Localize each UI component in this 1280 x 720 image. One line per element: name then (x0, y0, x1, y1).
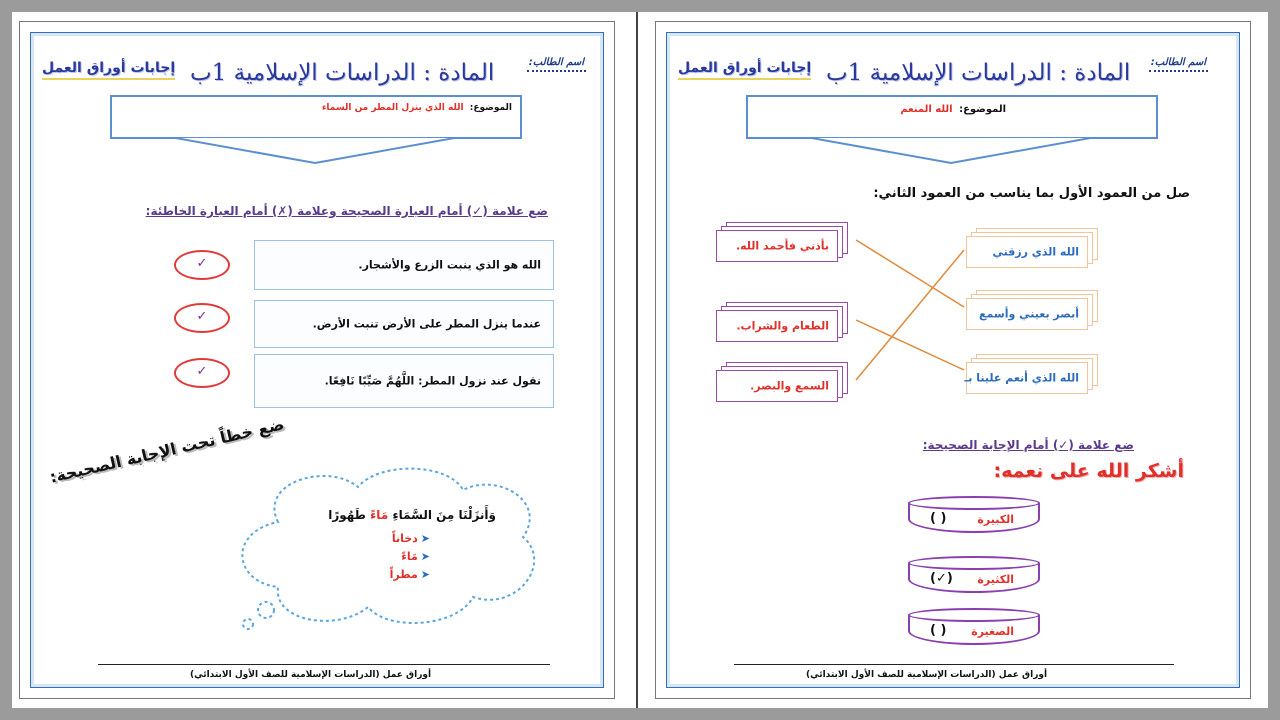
verse-highlight: مَاءً (370, 508, 389, 522)
true-false-instruction: ضع علامة (✓) أمام العبارة الصحيحة وعلامة (✗) أمام العبارة الخاطئة: (145, 204, 548, 218)
choice-1-mark: ( ) (930, 511, 947, 526)
verse-end: طَهُورًا (328, 508, 366, 522)
statement-box-2 (254, 300, 554, 348)
match-card-b-3[interactable] (716, 362, 848, 400)
answers-badge: إجابات أوراق العمل (42, 60, 175, 80)
arrow-icon: ➤ (420, 568, 430, 581)
match-instruction: صل من العمود الأول بما يناسب من العمود الثاني: (873, 186, 1190, 201)
choice-3-label: الصغيرة (971, 625, 1014, 638)
match-a-1-label: الله الذي رزقني (992, 245, 1079, 259)
arrow-icon: ➤ (420, 550, 430, 563)
option-3[interactable] (390, 568, 430, 581)
option-3-label: مطراً (389, 568, 418, 581)
topic-label: الموضوع: (469, 103, 512, 113)
option-2[interactable] (401, 550, 430, 563)
footer-rule (98, 664, 550, 665)
footer-rule (734, 664, 1174, 665)
check-mark-icon: ✓ (196, 364, 208, 379)
statement-box-1 (254, 240, 554, 290)
match-b-1-label: بأذني فأحمد الله. (735, 239, 829, 253)
topic-line (322, 103, 512, 113)
answers-badge: إجابات أوراق العمل (678, 60, 811, 80)
match-card-b-2[interactable] (716, 302, 848, 340)
statement-text-2: عندما ينزل المطر على الأرض تنبت الأرض. (312, 317, 541, 331)
choice-cylinder-1[interactable] (908, 496, 1040, 540)
verse-line (328, 508, 496, 522)
choice-1-label: الكبيرة (977, 513, 1014, 526)
topic-label: الموضوع: (959, 104, 1006, 115)
student-name-label: اسم الطالب: (1149, 57, 1208, 72)
viewer-stage (12, 12, 1268, 708)
match-card-a-2[interactable] (966, 290, 1098, 328)
choose-instruction: ضع علامة (✓) أمام الإجابة الصحيحة: (922, 438, 1134, 452)
subject-title: المادة : الدراسات الإسلامية 1ب (826, 60, 1131, 86)
choice-2-label: الكثيرة (977, 573, 1014, 586)
statement-text-3: نقول عند نزول المطر: اللَّهُمَّ صَيِّبًا نَافِعًا. (324, 374, 541, 388)
option-1[interactable] (392, 532, 430, 545)
arrow-icon: ➤ (420, 532, 430, 545)
topic-box (110, 95, 522, 139)
student-name-label: اسم الطالب: (527, 57, 586, 72)
check-mark-icon: ✓ (196, 256, 208, 271)
thought-cloud-shape (218, 462, 548, 632)
statement-box-3 (254, 354, 554, 408)
slanted-instruction: ضع خطاً تحت الإجابة الصحيحة: (47, 414, 286, 487)
down-arrow-icon (170, 137, 460, 165)
answer-circle-2[interactable] (174, 303, 230, 333)
choice-cylinder-2[interactable] (908, 556, 1040, 600)
answer-circle-1[interactable] (174, 250, 230, 280)
match-b-3-label: السمع والبصر. (750, 379, 829, 393)
match-a-3-label: الله الذي أنعم علينا بـ (964, 371, 1079, 385)
verse-text: وَأَنزَلْنَا مِنَ السَّمَاءِ (392, 508, 496, 522)
right-worksheet (656, 22, 1250, 698)
subject-title: المادة : الدراسات الإسلامية 1ب (190, 60, 495, 86)
footer-text: أوراق عمل (الدراسات الإسلامية للصف الأول الابتدائي) (190, 670, 432, 680)
choice-2-mark: (✓) (930, 571, 953, 586)
match-card-b-1[interactable] (716, 222, 848, 260)
option-1-label: دخاناً (391, 532, 418, 545)
question-text: أشكر الله على نعمه: (993, 460, 1184, 482)
match-b-2-label: الطعام والشراب. (736, 319, 829, 333)
left-worksheet (20, 22, 614, 698)
match-card-a-3[interactable] (966, 354, 1098, 392)
option-2-label: مَاءً (401, 550, 418, 563)
topic-value: الله المنعم (900, 104, 953, 115)
check-mark-icon: ✓ (196, 309, 208, 324)
footer-text: أوراق عمل (الدراسات الإسلامية للصف الأول الابتدائي) (806, 670, 1048, 680)
statement-text-1: الله هو الذي ينبت الزرع والأشجار. (358, 258, 541, 272)
choice-3-mark: ( ) (930, 623, 947, 638)
topic-value: الله الذي ينزل المطر من السماء (321, 103, 464, 113)
page-divider (636, 12, 638, 708)
answer-circle-3[interactable] (174, 358, 230, 388)
match-card-a-1[interactable] (966, 228, 1098, 266)
choice-cylinder-3[interactable] (908, 608, 1040, 652)
match-a-2-label: أبصر بعيني وأسمع (978, 307, 1079, 321)
